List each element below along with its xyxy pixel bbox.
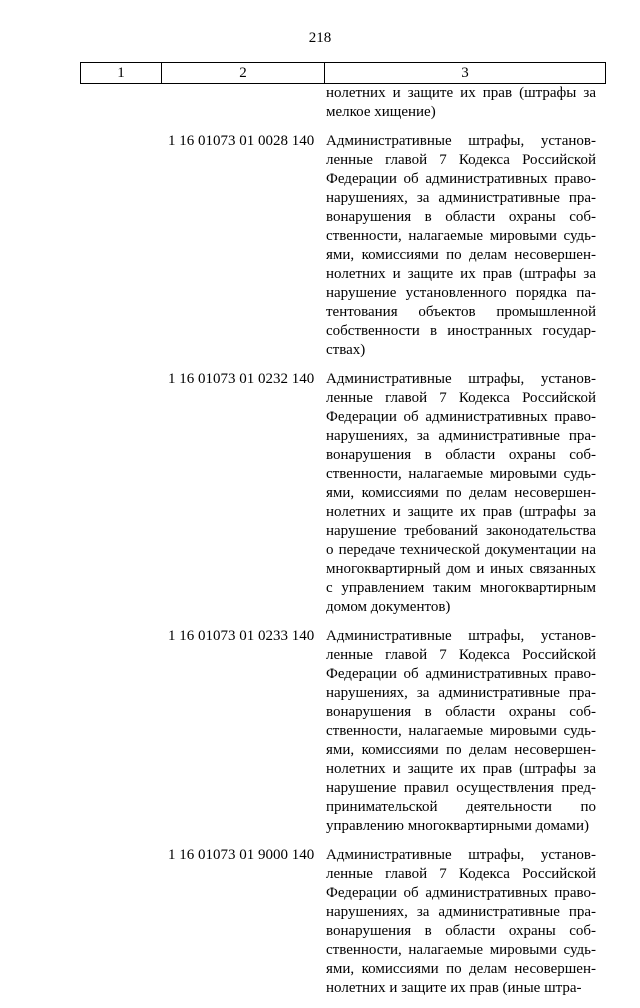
table-body — [0, 84, 640, 1008]
description-line: нарушениях, за административные пра- — [326, 685, 596, 701]
description-line: ленные главой 7 Кодекса Российской — [326, 647, 596, 663]
budget-code: 1 16 01073 01 9000 140 — [168, 847, 315, 863]
description-line: Федерации об административных право- — [326, 171, 596, 187]
description-line: мелкое хищение) — [326, 104, 436, 120]
description-line: нарушениях, за административные пра- — [326, 428, 596, 444]
description-line: нолетних и защите их прав (штрафы за — [326, 266, 596, 282]
description-line: о передаче технической документации на — [326, 542, 596, 558]
description-line: Федерации об административных право- — [326, 666, 596, 682]
description-line: с управлением таким многоквартирным — [326, 580, 596, 596]
description-line: ственности, налагаемые мировыми судь- — [326, 228, 596, 244]
description-line: Федерации об административных право- — [326, 885, 596, 901]
description-line: ями, комиссиями по делам несовершен- — [326, 247, 596, 263]
description-line: нолетних и защите их прав (штрафы за — [326, 761, 596, 777]
description-line: многоквартирный дом и иных связанных — [326, 561, 596, 577]
column-header-3: 3 — [325, 63, 606, 84]
row-description — [326, 132, 596, 360]
description-line: Административные штрафы, установ- — [326, 847, 596, 863]
table-row — [0, 846, 640, 998]
description-line: ленные главой 7 Кодекса Российской — [326, 152, 596, 168]
description-line: вонарушения в области охраны соб- — [326, 704, 596, 720]
description-line: вонарушения в области охраны соб- — [326, 923, 596, 939]
column-header-2: 2 — [162, 63, 325, 84]
description-line: ленные главой 7 Кодекса Российской — [326, 866, 596, 882]
description-line: ями, комиссиями по делам несовершен- — [326, 961, 596, 977]
description-line: тентования объектов промышленной — [326, 304, 596, 320]
description-line: домом документов) — [326, 599, 451, 615]
description-line: ленные главой 7 Кодекса Российской — [326, 390, 596, 406]
page-number: 218 — [308, 30, 332, 46]
description-line: нарушение требований законодательства — [326, 523, 596, 539]
budget-code: 1 16 01073 01 0233 140 — [168, 628, 315, 644]
table-row — [0, 627, 640, 836]
description-line: управлению многоквартирными домами) — [326, 818, 590, 834]
description-line: Административные штрафы, установ- — [326, 628, 596, 644]
description-line: нарушениях, за административные пра- — [326, 190, 596, 206]
description-line: Административные штрафы, установ- — [326, 371, 596, 387]
row-description — [326, 84, 596, 122]
description-line: вонарушения в области охраны соб- — [326, 447, 596, 463]
description-line: Федерации об административных право- — [326, 409, 596, 425]
column-header-table — [80, 62, 606, 84]
description-line: ями, комиссиями по делам несовершен- — [326, 742, 596, 758]
description-line: собственности в иностранных государ- — [326, 323, 596, 339]
description-line: ями, комиссиями по делам несовершен- — [326, 485, 596, 501]
description-line: ственности, налагаемые мировыми судь- — [326, 723, 596, 739]
row-description — [326, 627, 596, 836]
description-line: ственности, налагаемые мировыми судь- — [326, 942, 596, 958]
description-line: Административные штрафы, установ- — [326, 133, 596, 149]
table-row-continuation — [0, 84, 640, 122]
column-header-1: 1 — [81, 63, 162, 84]
description-line: нарушение установленного порядка па- — [326, 285, 596, 301]
row-description — [326, 370, 596, 617]
budget-code: 1 16 01073 01 0232 140 — [168, 371, 315, 387]
description-line: нолетних и защите их прав (иные штра- — [326, 980, 582, 996]
description-line: нолетних и защите их прав (штрафы за — [326, 504, 596, 520]
description-line: ственности, налагаемые мировыми судь- — [326, 466, 596, 482]
description-line: вонарушения в области охраны соб- — [326, 209, 596, 225]
description-line: принимательской деятельности по — [326, 799, 596, 815]
description-line: нарушениях, за административные пра- — [326, 904, 596, 920]
description-line: нолетних и защите их прав (штрафы за — [326, 85, 596, 101]
description-line: ствах) — [326, 342, 366, 358]
description-line: нарушение правил осуществления пред- — [326, 780, 596, 796]
budget-code: 1 16 01073 01 0028 140 — [168, 133, 315, 149]
table-row — [0, 132, 640, 360]
table-row — [0, 370, 640, 617]
row-description — [326, 846, 596, 998]
